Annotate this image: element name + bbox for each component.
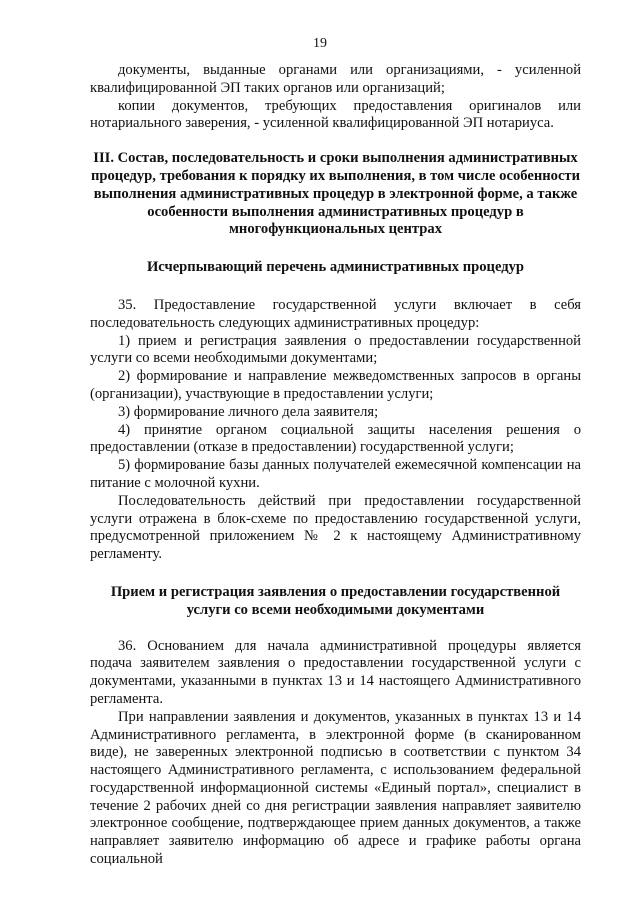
paragraph-36: 36. Основанием для начала административной процедуры является подача заявителем заявления о предоставлении государственной услуги с документами, указанными в пунктах 13 и 14 настоящего Административного регламента. [90, 637, 581, 707]
list-item-1: 1) прием и регистрация заявления о предоставлении государственной услуги со всеми необходимыми документами; [90, 332, 581, 367]
section-title: III. Состав, последовательность и сроки выполнения административных процедур, требования к порядку их выполнения, в том числе особенности выполнения административных процедур в электронной форме, а также особенности выполнения административных процедур в многофункциональных центрах [90, 150, 581, 238]
page-number: 19 [313, 36, 327, 51]
list-item-4: 4) принятие органом социальной защиты населения решения о предоставлении (отказе в предоставлении) государственной услуги; [90, 421, 581, 456]
paragraph-intro-1: документы, выданные органами или организациями, - усиленной квалифицированной ЭП таких органов или организаций; [90, 62, 581, 96]
list-item-3: 3) формирование личного дела заявителя; [118, 403, 379, 420]
paragraph-electronic-submission: При направлении заявления и документов, указанных в пунктах 13 и 14 Административного регламента, в электронной форме (в сканированном виде), не заверенных электронной подписью в соответствии с пунктом 34 настоящего Административного регламента, с использованием федеральной государственной информационной системы «Единый портал», специалист в течение 2 рабочих дней со дня регистрации заявления направляет заявителю электронное сообщение, подтверждающее прием данных документов, а также направляет заявителю информацию об адресе и графике работы органа социальной [90, 708, 581, 868]
list-item-5: 5) формирование базы данных получателей ежемесячной компенсации на питание с молочной кухни. [90, 457, 581, 491]
paragraph-sequence: Последовательность действий при предоставлении государственной услуги отражена в блок-схеме по предоставлению государственной услуги, предусмотренной приложением № 2 к настоящему Административному регламенту. [90, 492, 581, 563]
document-body [90, 62, 581, 869]
list-item-2: 2) формирование и направление межведомственных запросов в органы (организации), участвующие в предоставлении услуги; [90, 368, 581, 402]
paragraph-35: 35. Предоставление государственной услуги включает в себя последовательность следующих административных процедур: [90, 296, 581, 331]
paragraph-intro-2: копии документов, требующих предоставления оригиналов или нотариального заверения, - усиленной квалифицированной ЭП нотариуса. [90, 97, 581, 132]
subheading-procedures-list: Исчерпывающий перечень административных процедур [146, 259, 525, 276]
subheading-reception: Прием и регистрация заявления о предоставлении государственной услуги со всеми необходимыми документами [110, 583, 561, 618]
